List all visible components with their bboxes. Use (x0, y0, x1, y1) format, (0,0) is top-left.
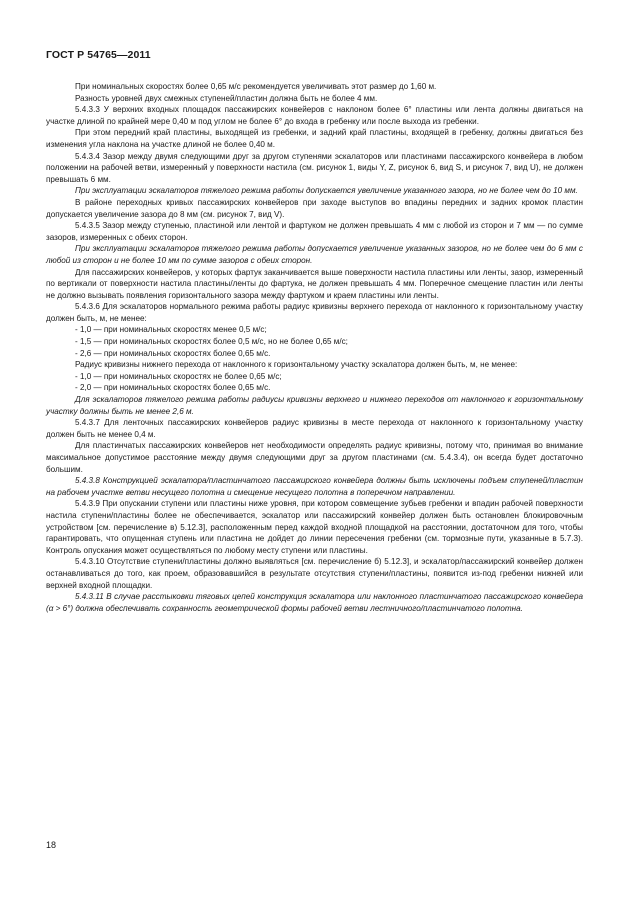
paragraph: 5.4.3.5 Зазор между ступенью, пластиной или лентой и фартуком не должен превышать 4 мм с любой из сторон и 7 мм — по сумме зазоров, измеренных с обеих сторон. (46, 221, 583, 242)
paragraph: 5.4.3.10 Отсутствие ступени/пластины должно выявляться [см. перечисление б) 5.12.3], и эскалатор/пассажирский конвейер должен останавливаться до того, как проем, образовавшийся в результате отсутствия ступени/пластины, появится из-под гребенки нижней или верхней входной площадки. (46, 557, 583, 590)
page-number: 18 (46, 840, 57, 850)
list-item: - 1,5 — при номинальных скоростях более 0,5 м/с, но не более 0,65 м/с; (75, 337, 348, 347)
document-header: ГОСТ Р 54765—2011 (46, 49, 151, 61)
paragraph: 5.4.3.6 Для эскалаторов нормального режима работы радиус кривизны верхнего перехода от наклонного к горизонтальному участку должен быть, м, не менее: (46, 302, 583, 323)
list-item: - 2,0 — при номинальных скоростях более 0,65 м/с. (75, 383, 271, 393)
paragraph: Для эскалаторов тяжелого режима работы радиусы кривизны верхнего и нижнего переходов от наклонного к горизонтальному участку должны быть не менее 2,6 м. (46, 395, 583, 416)
paragraph: Разность уровней двух смежных ступеней/пластин должна быть не более 4 мм. (75, 93, 378, 103)
paragraph: 5.4.3.4 Зазор между двумя следующими друг за другом ступенями эскалаторов или пластинами пассажирского конвейера в любом положении на рабочей ветви, измеренный у поверхности настила (см. рисунок 1, виды Y, Z, рисунок 6, вид S, и рисунок 7, вид U), не должен превышать 6 мм. (46, 151, 583, 184)
paragraph: Радиус кривизны нижнего перехода от наклонного к горизонтальному участку эскалатора должен быть, м, не менее: (75, 360, 518, 370)
paragraph: 5.4.3.11 В случае расстыковки тяговых цепей конструкция эскалатора или наклонного пластинчатого пассажирского конвейера (α > 6°) должна обеспечивать сохранность геометрической формы рабочей ветви лестничного/пластинчатого полотна. (46, 592, 583, 613)
paragraph: При номинальных скоростях более 0,65 м/с рекомендуется увеличивать этот размер до 1,60 м. (75, 82, 437, 91)
document-body (46, 81, 583, 614)
list-item: - 1,0 — при номинальных скоростях менее 0,5 м/с; (75, 325, 267, 335)
paragraph: 5.4.3.8 Конструкцией эскалатора/пластинчатого пассажирского конвейера должны быть исключены подъем ступеней/пластин на рабочем участке ветви несущего полотна и смещение несущего полотна в поперечном направлении. (46, 476, 583, 497)
paragraph: При эксплуатации эскалаторов тяжелого режима работы допускается увеличение указанных зазоров, но не более чем до 6 мм с любой из сторон и не более 10 мм по сумме зазоров с обеих сторон. (46, 244, 583, 265)
list-item: - 1,0 — при номинальных скоростях не более 0,65 м/с; (75, 371, 282, 381)
paragraph: Для пассажирских конвейеров, у которых фартук заканчивается выше поверхности настила пластины или ленты, зазор, измеренный по вертикали от поверхности настила пластины/ленты до фартука, не должен превышать 4 мм. Поперечное смещение пластин или ленты не должно вызывать появления горизонтального зазора между фартуком и краем пластины или ленты. (46, 267, 583, 300)
list-item: - 2,6 — при номинальных скоростях более 0,65 м/с. (75, 348, 271, 358)
paragraph: Для пластинчатых пассажирских конвейеров нет необходимости определять радиус кривизны, потому что, принимая во внимание максимальное допустимое расстояние между двумя следующими друг за другом пластинами (см. 5.4.3.4), он всегда будет достаточно большим. (46, 441, 583, 474)
paragraph: 5.4.3.7 Для ленточных пассажирских конвейеров радиус кривизны в месте перехода от наклонного к горизонтальному участку должен быть не менее 0,4 м. (46, 418, 583, 439)
paragraph: В районе переходных кривых пассажирских конвейеров при заходе выступов во впадины передних и задних кромок пластин допускается увеличение зазора до 8 мм (см. рисунок 7, вид V). (46, 197, 583, 219)
paragraph: При эксплуатации эскалаторов тяжелого режима работы допускается увеличение указанного зазора, но не более чем до 10 мм. (75, 186, 578, 196)
paragraph: 5.4.3.9 При опускании ступени или пластины ниже уровня, при котором совмещение зубьев гребенки и впадин рабочей поверхности настила ступени/пластины более не обеспечивается, эскалатор или пассажирский конвейер должен быть остановлен блокировочным устройством [см. перечисление в) 5.12.3], расположенным перед каждой входной площадкой на расстоянии, достаточном для того, чтобы гарантировать, что опущенная ступень или пластина не дойдет до линии пересечения гребенки (см. тормозные пути, указанные в 5.7.3). Контроль опускания может осуществляться по любому месту ступени или пластины. (46, 499, 583, 555)
paragraph: При этом передний край пластины, выходящей из гребенки, и задний край пластины, входящей в гребенку, должны двигаться без изменения угла наклона на участке длиной не более 0,40 м. (46, 128, 583, 149)
paragraph: 5.4.3.3 У верхних входных площадок пассажирских конвейеров с наклоном более 6° пластины или лента должны двигаться на участке длиной по крайней мере 0,40 м под углом не более 6° до входа в гребенку или после выхода из гребенки. (46, 105, 583, 126)
